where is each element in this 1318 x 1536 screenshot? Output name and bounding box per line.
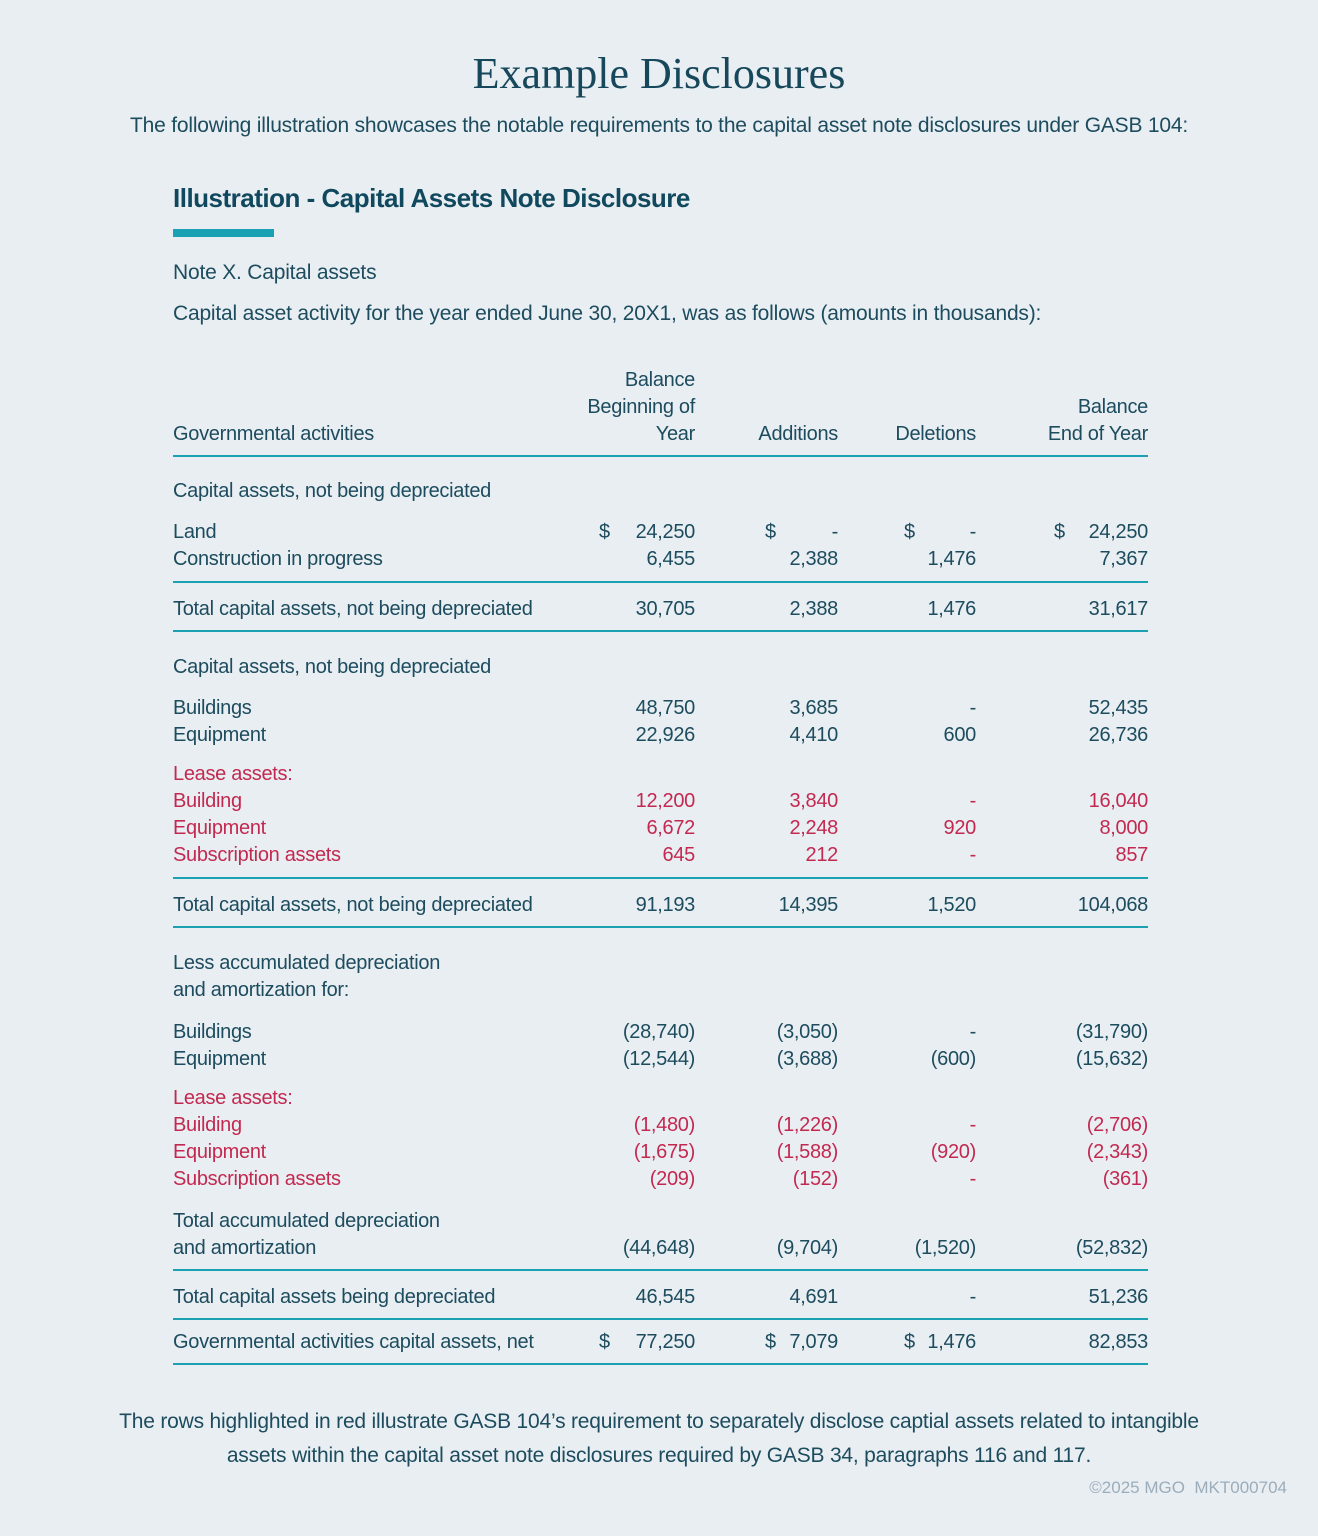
accent-bar (173, 229, 274, 237)
cell-ending (976, 1329, 1148, 1356)
cell-deletions (838, 892, 976, 919)
net-total-row (173, 1329, 1148, 1356)
row-label: Building (173, 790, 242, 812)
cell-value: 3,840 (789, 790, 838, 812)
row-label: Buildings (173, 1021, 252, 1043)
row-label: Subscription assets (173, 1168, 341, 1190)
table-rule (173, 1269, 1148, 1271)
row-label: Governmental activities capital assets, net (173, 1331, 534, 1353)
section-title-line2: and amortization for: (173, 979, 350, 1001)
cell-value: 30,705 (635, 598, 695, 620)
cell-value: 52,435 (1088, 697, 1148, 719)
cell-ending (976, 519, 1148, 546)
cell-deletions (838, 1166, 976, 1193)
cell-deletions (838, 788, 976, 815)
cell-value: 3,685 (789, 697, 838, 719)
cell-ending (976, 546, 1148, 573)
cell-value: 645 (662, 844, 695, 866)
table-header-row (173, 367, 1148, 448)
table-row-lease-equipment (173, 815, 1148, 842)
cell-value: 91,193 (635, 894, 695, 916)
col-header-activities (173, 421, 573, 448)
cell-value: (152) (792, 1168, 838, 1190)
table-rule (173, 630, 1148, 632)
cell-value: 12,200 (635, 790, 695, 812)
cell-ending (976, 1046, 1148, 1073)
cell-additions (695, 815, 838, 842)
lease-assets-title-row (173, 761, 1148, 788)
section-title-row (173, 950, 1148, 1004)
cell-value: - (969, 1114, 976, 1136)
cell-additions (695, 546, 838, 573)
cell-beginning (573, 1166, 695, 1193)
page-title: Example Disclosures (472, 49, 846, 98)
cell-additions (695, 842, 838, 869)
col-header-additions-label: Additions (758, 423, 838, 445)
cell-additions (695, 519, 838, 546)
cell-ending (976, 1112, 1148, 1139)
col-header-deletions (838, 421, 976, 448)
lease-assets-title: Lease assets: (173, 763, 293, 785)
cell-value: (2,343) (1086, 1141, 1148, 1163)
cell-value: 1,520 (927, 894, 976, 916)
row-label: Construction in progress (173, 548, 383, 570)
illustration-heading: Illustration - Capital Assets Note Disclosure (173, 183, 690, 213)
cell-value: 7,367 (1099, 548, 1148, 570)
copyright-text: ©2025 MGO MKT000704 (1089, 1478, 1287, 1497)
cell-value: 8,000 (1099, 817, 1148, 839)
cell-value: 77,250 (635, 1331, 695, 1353)
cell-value: 104,068 (1077, 894, 1148, 916)
total-accumulated-group (173, 1208, 1148, 1262)
cell-value: 82,853 (1088, 1331, 1148, 1353)
table-rule (173, 926, 1148, 928)
cell-value: (3,050) (776, 1021, 838, 1043)
dollar-sign: $ (904, 1331, 915, 1353)
dollar-sign: $ (904, 521, 915, 543)
dollar-sign: $ (599, 521, 610, 543)
cell-deletions (838, 815, 976, 842)
cell-additions (695, 892, 838, 919)
cell-beginning (573, 1139, 695, 1166)
cell-ending (976, 1284, 1148, 1311)
total-row-being-depreciated (173, 1284, 1148, 1311)
cell-value: 48,750 (635, 697, 695, 719)
col-header-beginning (573, 367, 695, 448)
note-label: Note X. Capital assets (173, 261, 377, 284)
cell-value: (9,704) (776, 1237, 838, 1259)
intro-text: The following illustration showcases the notable requirements to the capital asset note disclosures under GASB 104: (130, 114, 1188, 137)
table-row-land (173, 519, 1148, 546)
lease-assets-title-row (173, 1085, 1148, 1112)
cell-value: 2,248 (789, 817, 838, 839)
cell-value: (209) (649, 1168, 695, 1190)
row-label: Subscription assets (173, 844, 341, 866)
cell-ending (976, 788, 1148, 815)
cell-value: (1,675) (633, 1141, 695, 1163)
cell-deletions (838, 1284, 976, 1311)
row-label-line2: and amortization (173, 1237, 317, 1259)
red-rows-explanation (0, 1405, 1318, 1473)
cell-beginning (573, 1112, 695, 1139)
cell-value: (600) (930, 1048, 976, 1070)
cell-deletions (838, 596, 976, 623)
table-row-lease-building-depr (173, 1112, 1148, 1139)
col-header-additions (695, 421, 838, 448)
cell-beginning (573, 546, 695, 573)
cell-ending (976, 815, 1148, 842)
dollar-sign: $ (599, 1331, 610, 1353)
cell-value: - (969, 521, 976, 543)
col-header-ending-line2: End of Year (1047, 423, 1148, 445)
table-rule (173, 1318, 1148, 1320)
note-intro: Capital asset activity for the year ended June 30, 20X1, was as follows (amounts in thousands): (173, 302, 1042, 325)
table-rule (173, 877, 1148, 879)
section-rows (173, 1019, 1148, 1073)
cell-value: - (969, 790, 976, 812)
cell-value: 920 (943, 817, 976, 839)
total-row-depreciated (173, 892, 1148, 919)
cell-value: 857 (1115, 844, 1148, 866)
cell-ending (976, 1235, 1148, 1262)
cell-value: (1,520) (914, 1237, 976, 1259)
cell-additions (695, 1166, 838, 1193)
cell-value: 2,388 (789, 548, 838, 570)
cell-value: (15,632) (1075, 1048, 1148, 1070)
cell-value: 4,691 (789, 1286, 838, 1308)
dollar-sign: $ (765, 1331, 776, 1353)
cell-additions (695, 722, 838, 749)
cell-value: (52,832) (1075, 1237, 1148, 1259)
cell-deletions (838, 1235, 976, 1262)
cell-ending (976, 596, 1148, 623)
col-header-ending (976, 394, 1148, 448)
cell-deletions (838, 1112, 976, 1139)
row-label: Total capital assets, not being depreciated (173, 598, 533, 620)
table-rule (173, 455, 1148, 457)
table-row-subscription-assets (173, 842, 1148, 869)
cell-additions (695, 1329, 838, 1356)
cell-value: 14,395 (778, 894, 838, 916)
cell-value: - (969, 697, 976, 719)
row-label: Total capital assets, not being depreciated (173, 894, 533, 916)
cell-beginning (573, 1046, 695, 1073)
cell-value: - (969, 844, 976, 866)
cell-value: 16,040 (1088, 790, 1148, 812)
section-title-row (173, 654, 1148, 681)
section-title-row (173, 478, 1148, 505)
col-header-beginning-line2: Beginning of Year (587, 396, 695, 445)
row-label: Land (173, 521, 217, 543)
col-header-beginning-line1: Balance (624, 369, 695, 391)
cell-additions (695, 1046, 838, 1073)
cell-beginning (573, 1329, 695, 1356)
cell-value: - (969, 1286, 976, 1308)
table-row-subscription-assets-depr (173, 1166, 1148, 1193)
table-rule (173, 1363, 1148, 1365)
section-rows (173, 695, 1148, 749)
cell-additions (695, 695, 838, 722)
cell-value: 24,250 (635, 521, 695, 543)
cell-value: 600 (943, 724, 976, 746)
lease-assets-group-depr (173, 1085, 1148, 1193)
cell-value: - (969, 1021, 976, 1043)
cell-value: (3,688) (776, 1048, 838, 1070)
table-row-lease-equipment-depr (173, 1139, 1148, 1166)
cell-deletions (838, 1139, 976, 1166)
cell-beginning (573, 722, 695, 749)
row-label: Equipment (173, 1048, 266, 1070)
cell-value: 24,250 (1088, 521, 1148, 543)
cell-value: (44,648) (622, 1237, 695, 1259)
cell-value: (920) (930, 1141, 976, 1163)
cell-value: 46,545 (635, 1286, 695, 1308)
cell-deletions (838, 722, 976, 749)
cell-value: 7,079 (789, 1331, 838, 1353)
illustration-section (173, 181, 1148, 1365)
cell-additions (695, 1019, 838, 1046)
cell-deletions (838, 842, 976, 869)
row-label: Total capital assets being depreciated (173, 1286, 496, 1308)
cell-beginning (573, 1019, 695, 1046)
red-rows-explanation-line2: assets within the capital asset note disclosures required by GASB 34, paragraphs 116 and 117. (226, 1444, 1092, 1467)
cell-additions (695, 1139, 838, 1166)
cell-value: (31,790) (1075, 1021, 1148, 1043)
cell-value: 2,388 (789, 598, 838, 620)
cell-deletions (838, 695, 976, 722)
col-header-ending-line1: Balance (1077, 396, 1148, 418)
cell-value: (28,740) (622, 1021, 695, 1043)
cell-value: 26,736 (1088, 724, 1148, 746)
cell-value: 1,476 (927, 1331, 976, 1353)
red-rows-explanation-line1: The rows highlighted in red illustrate GASB 104’s requirement to separately disclose captial assets related to intangible (119, 1410, 1199, 1433)
cell-beginning (573, 695, 695, 722)
cell-beginning (573, 892, 695, 919)
cell-value: 51,236 (1088, 1286, 1148, 1308)
cell-beginning (573, 596, 695, 623)
row-label: Equipment (173, 1141, 266, 1163)
cell-ending (976, 1139, 1148, 1166)
col-header-activities-label: Governmental activities (173, 423, 374, 445)
cell-value: (12,544) (622, 1048, 695, 1070)
cell-value: (2,706) (1086, 1114, 1148, 1136)
cell-value: 4,410 (789, 724, 838, 746)
cell-beginning (573, 815, 695, 842)
cell-additions (695, 788, 838, 815)
cell-deletions (838, 1019, 976, 1046)
cell-ending (976, 1166, 1148, 1193)
table-row-lease-building (173, 788, 1148, 815)
cell-value: 1,476 (927, 598, 976, 620)
row-label: Equipment (173, 724, 266, 746)
cell-value: - (831, 521, 838, 543)
cell-value: - (969, 1168, 976, 1190)
lease-assets-group (173, 761, 1148, 869)
table-rule (173, 581, 1148, 583)
cell-additions (695, 596, 838, 623)
cell-value: (1,588) (776, 1141, 838, 1163)
cell-value: 212 (805, 844, 838, 866)
table-row-buildings (173, 695, 1148, 722)
total-row-accumulated (173, 1235, 1148, 1262)
cell-value: 6,672 (646, 817, 695, 839)
cell-additions (695, 1284, 838, 1311)
cell-deletions (838, 1046, 976, 1073)
dollar-sign: $ (765, 521, 776, 543)
table-row-equipment-depr (173, 1046, 1148, 1073)
row-label: Buildings (173, 697, 252, 719)
section-rows (173, 519, 1148, 573)
cell-value: 6,455 (646, 548, 695, 570)
table-row-construction (173, 546, 1148, 573)
cell-ending (976, 695, 1148, 722)
cell-ending (976, 842, 1148, 869)
cell-additions (695, 1235, 838, 1262)
cell-value: 31,617 (1088, 598, 1148, 620)
cell-deletions (838, 519, 976, 546)
cell-beginning (573, 788, 695, 815)
cell-ending (976, 722, 1148, 749)
cell-beginning (573, 519, 695, 546)
lease-assets-title: Lease assets: (173, 1087, 293, 1109)
section-title-line1: Less accumulated depreciation (173, 952, 441, 974)
cell-value: 22,926 (635, 724, 695, 746)
section-title: Capital assets, not being depreciated (173, 480, 492, 502)
cell-value: (1,480) (633, 1114, 695, 1136)
table-row-buildings-depr (173, 1019, 1148, 1046)
cell-deletions (838, 1329, 976, 1356)
cell-deletions (838, 546, 976, 573)
dollar-sign: $ (1054, 521, 1065, 543)
cell-value: 1,476 (927, 548, 976, 570)
total-row-not-depreciated (173, 596, 1148, 623)
row-label-line1: Total accumulated depreciation (173, 1210, 440, 1232)
cell-value: (1,226) (776, 1114, 838, 1136)
row-label: Building (173, 1114, 242, 1136)
cell-beginning (573, 842, 695, 869)
col-header-deletions-label: Deletions (895, 423, 976, 445)
table-row-equipment (173, 722, 1148, 749)
cell-ending (976, 1019, 1148, 1046)
row-label: Equipment (173, 817, 266, 839)
section-title: Capital assets, not being depreciated (173, 656, 492, 678)
cell-ending (976, 892, 1148, 919)
cell-beginning (573, 1284, 695, 1311)
capital-assets-table (173, 367, 1148, 1365)
cell-additions (695, 1112, 838, 1139)
cell-value: (361) (1102, 1168, 1148, 1190)
cell-beginning (573, 1235, 695, 1262)
